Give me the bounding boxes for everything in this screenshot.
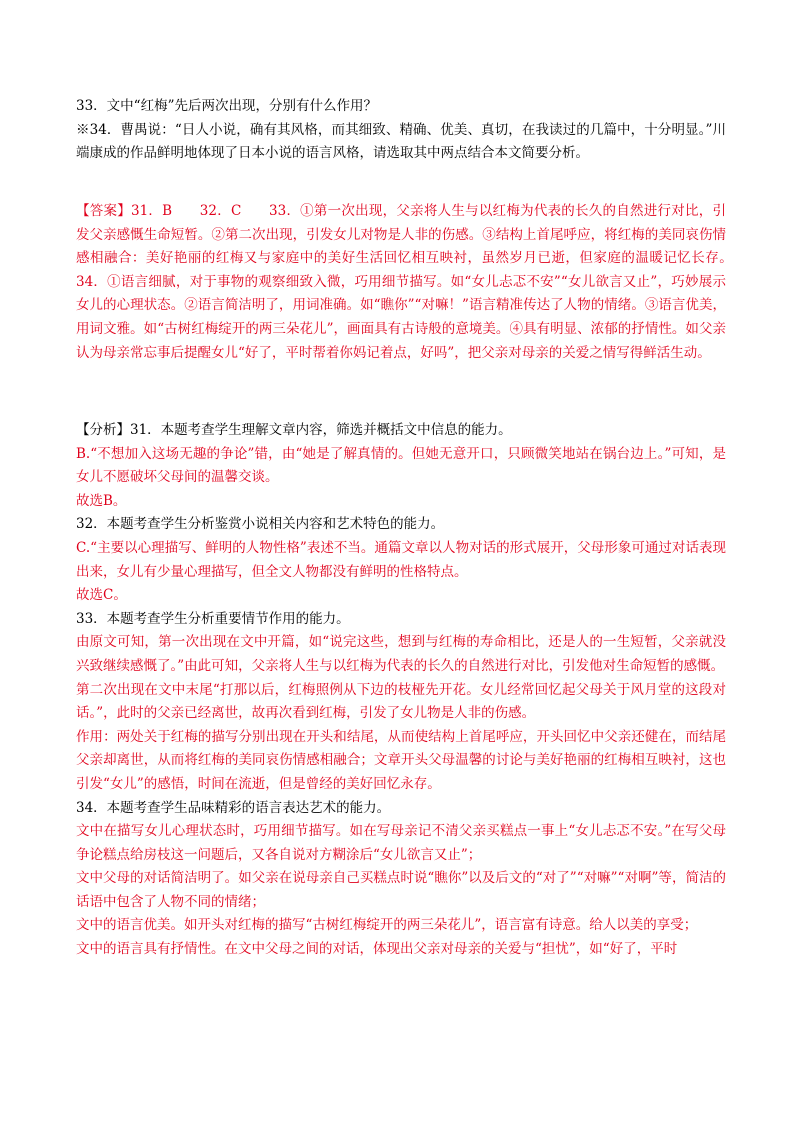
question-34: ※34．曹禺说：“日人小说，确有其风格，而其细致、精确、优美、真切，在我读过的几篇中，十分明显。”川端康成的作品鲜明地体现了日本小说的语言风格，请选取其中两点结合本文简要分析。 xyxy=(76,121,726,162)
analysis-34-para-4: 文中的语言具有抒情性。在文中父母之间的对话，体现出父亲对母亲的关爱与“担忧”，如“好了，平时 xyxy=(76,941,678,958)
analysis-33-para-3: 作用：两处关于红梅的描写分别出现在开头和结尾，从而使结构上首尾呼应，开头回忆中父亲还健在，而结尾父亲却离世，从而将红梅的美同哀伤情感相融合；文章开头父母温馨的讨论与美好艳丽的红梅相互映衬，这也引发“女儿”的感悟，时间在流逝，但是曾经的美好回忆永存。 xyxy=(76,728,726,792)
analysis-33-intro: 33．本题考查学生分析重要情节作用的能力。 xyxy=(76,610,350,627)
analysis-32-body: C.“主要以心理描写、鲜明的人物性格”表述不当。通篇文章以人物对话的形式展开，父母形象可通过对话表现出来，女儿有少量心理描写，但全文人物都没有鲜明的性格特点。 xyxy=(76,539,726,580)
analysis-32-intro: 32．本题考查学生分析鉴赏小说相关内容和艺术特色的能力。 xyxy=(76,516,445,533)
analysis-32-choice: 故选C。 xyxy=(76,587,127,604)
analysis-34-para-1: 文中在描写女儿心理状态时，巧用细节描写。如在写母亲记不清父亲买糕点一事上“女儿忐忑不安。”在写父母争论糕点给房枝这一问题后，又各自说对方糊涂后“女儿欲言又止”； xyxy=(76,823,726,863)
analysis-31-choice: 故选B。 xyxy=(76,492,127,509)
analysis-33-para-2: 第二次出现在文中末尾“打那以后，红梅照例从下边的枝桠先开花。女儿经常回忆起父母关于风月堂的这段对话。”，此时的父亲已经离世，故再次看到红梅，引发了女儿物是人非的伤感。 xyxy=(76,681,726,722)
analysis-block xyxy=(76,419,726,962)
analysis-33-para-1: 由原文可知，第一次出现在文中开篇，如“说完这些，想到与红梅的寿命相比，还是人的一生短暂，父亲就没兴致继续感慨了。”由此可知，父亲将人生与以红梅为代表的长久的自然进行对比，引发他对生命短暂的感慨。 xyxy=(76,634,726,674)
analysis-34-para-2: 文中父母的对话简洁明了。如父亲在说母亲自己买糕点时说“瞧你”以及后文的“对了”“对嘛”“对啊”等，简洁的话语中包含了人物不同的情绪； xyxy=(76,870,726,910)
question-33: 33．文中“红梅”先后两次出现，分别有什么作用？ xyxy=(76,98,377,114)
analysis-34-intro: 34．本题考查学生品味精彩的语言表达艺术的能力。 xyxy=(76,799,391,816)
analysis-34-para-3: 文中的语言优美。如开头对红梅的描写“古树红梅绽开的两三朵花儿”，语言富有诗意。给人以美的享受； xyxy=(76,917,698,934)
analysis-31-intro: 【分析】31．本题考查学生理解文章内容，筛选并概括文中信息的能力。 xyxy=(76,422,512,438)
analysis-31-body: B.“不想加入这场无趣的争论”错，由“她是了解真情的。但她无意开口，只顾微笑地站在锅台边上。”可知，是女儿不愿破坏父母间的温馨交谈。 xyxy=(76,445,726,486)
answer-text: 【答案】31．B 32．C 33．①第一次出现，父亲将人生与以红梅为代表的长久的自然进行对比，引发父亲感慨生命短暂。②第二次出现，引发女儿对物是人非的伤感。③结构上首尾呼应，将红梅的美同哀伤情感相融合：美好艳丽的红梅又与家庭中的美好生活回忆相互映衬，虽然岁月已逝，但家庭的温暖记忆长存。 34．①语言细腻，对于事物的观察细致入微，巧用细节描写。如“女儿忐忑不安”“女儿欲言又止”，巧妙展示女儿的心理状态。②语言简洁明了，用词准确。如“瞧你”“对嘛！”语言精准传达了人物的情绪。③语言优美，用词文雅。如“古树红梅绽开的两三朵花儿”，画面具有古诗般的意境美。④具有明显、浓郁的抒情性。如父亲认为母亲常忘事后提醒女儿“好了，平时帮着你妈记着点，好吗”，把父亲对母亲的关爱之情写得鲜活生动。 xyxy=(76,203,753,361)
answer-block xyxy=(76,200,753,365)
question-block xyxy=(76,95,726,166)
